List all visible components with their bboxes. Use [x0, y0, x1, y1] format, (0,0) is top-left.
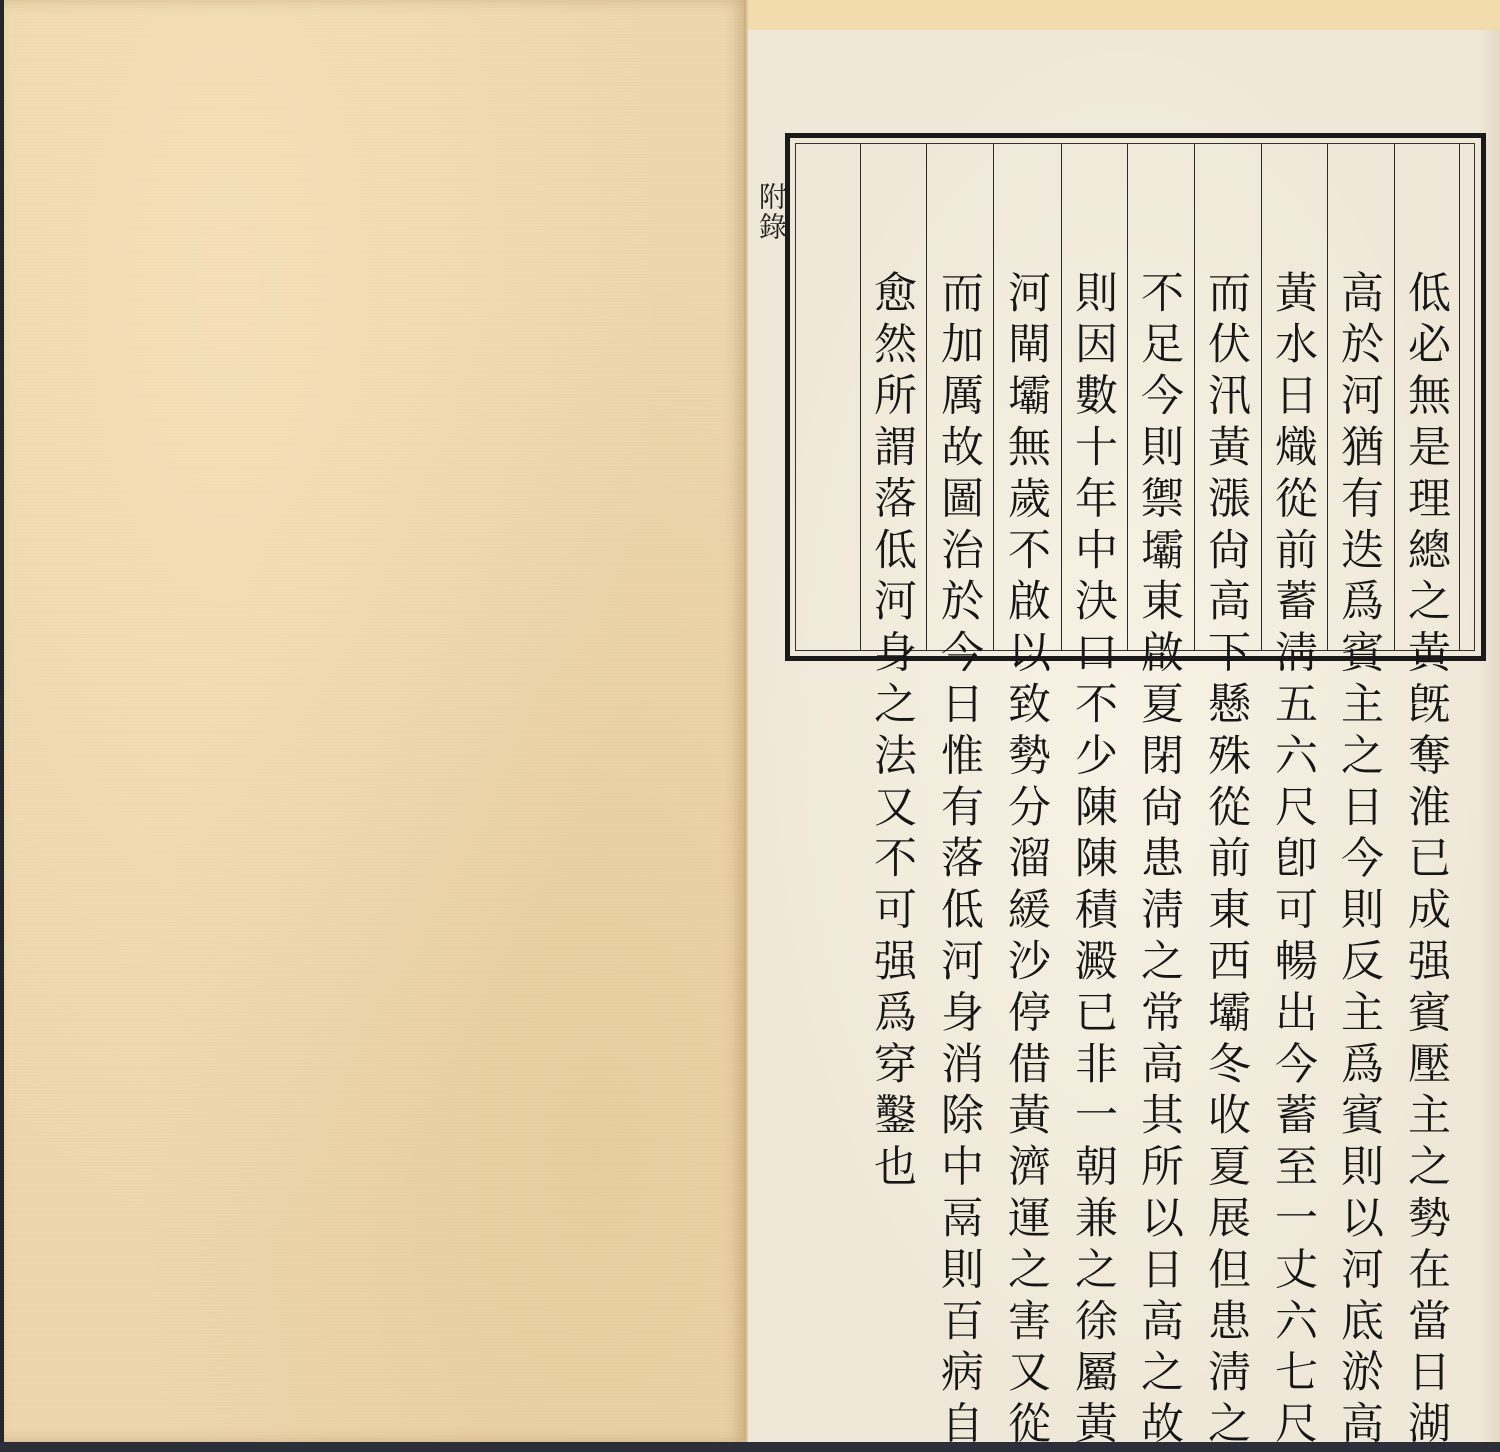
text-column-4: 而伏汛黃漲尙高下懸殊從前東西壩冬收夏展但患淸之 — [1201, 270, 1251, 1452]
text-column-6: 則因數十年中決口不少陳陳積澱已非一朝兼之徐屬黃 — [1068, 270, 1118, 1452]
text-column-2: 高於河猶有迭爲賓主之日今則反主爲賓則以河底淤高 — [1334, 270, 1384, 1452]
text-column-8: 而加厲故圖治於今日惟有落低河身消除中鬲則百病自 — [934, 270, 984, 1452]
text-column-5: 不足今則禦壩東啟夏閉尙患淸之常高其所以日高之故 — [1134, 270, 1184, 1452]
column-rule — [1394, 143, 1395, 651]
margin-title: 附錄 — [755, 182, 788, 242]
column-rule — [1459, 143, 1460, 651]
column-rule — [1061, 143, 1062, 651]
text-column-1: 低必無是理總之黃旣奪淮已成强賓壓主之勢在當日湖 — [1401, 270, 1451, 1452]
column-rule — [860, 143, 861, 651]
page-top-band — [748, 0, 1500, 30]
column-rule — [993, 143, 994, 651]
column-rule — [1194, 143, 1195, 651]
column-rule — [926, 143, 927, 651]
text-column-9: 愈然所謂落低河身之法又不可强爲穿鑿也 — [867, 270, 917, 1196]
left-blank-page — [4, 0, 746, 1442]
text-column-3: 黃水日熾從前蓄淸五六尺卽可暢出今蓄至一丈六七尺 — [1268, 270, 1318, 1452]
column-rule — [1327, 143, 1328, 651]
column-rule — [1127, 143, 1128, 651]
text-column-7: 河閘壩無歲不啟以致勢分溜緩沙停借黃濟運之害又從 — [1001, 270, 1051, 1452]
column-rule — [1261, 143, 1262, 651]
